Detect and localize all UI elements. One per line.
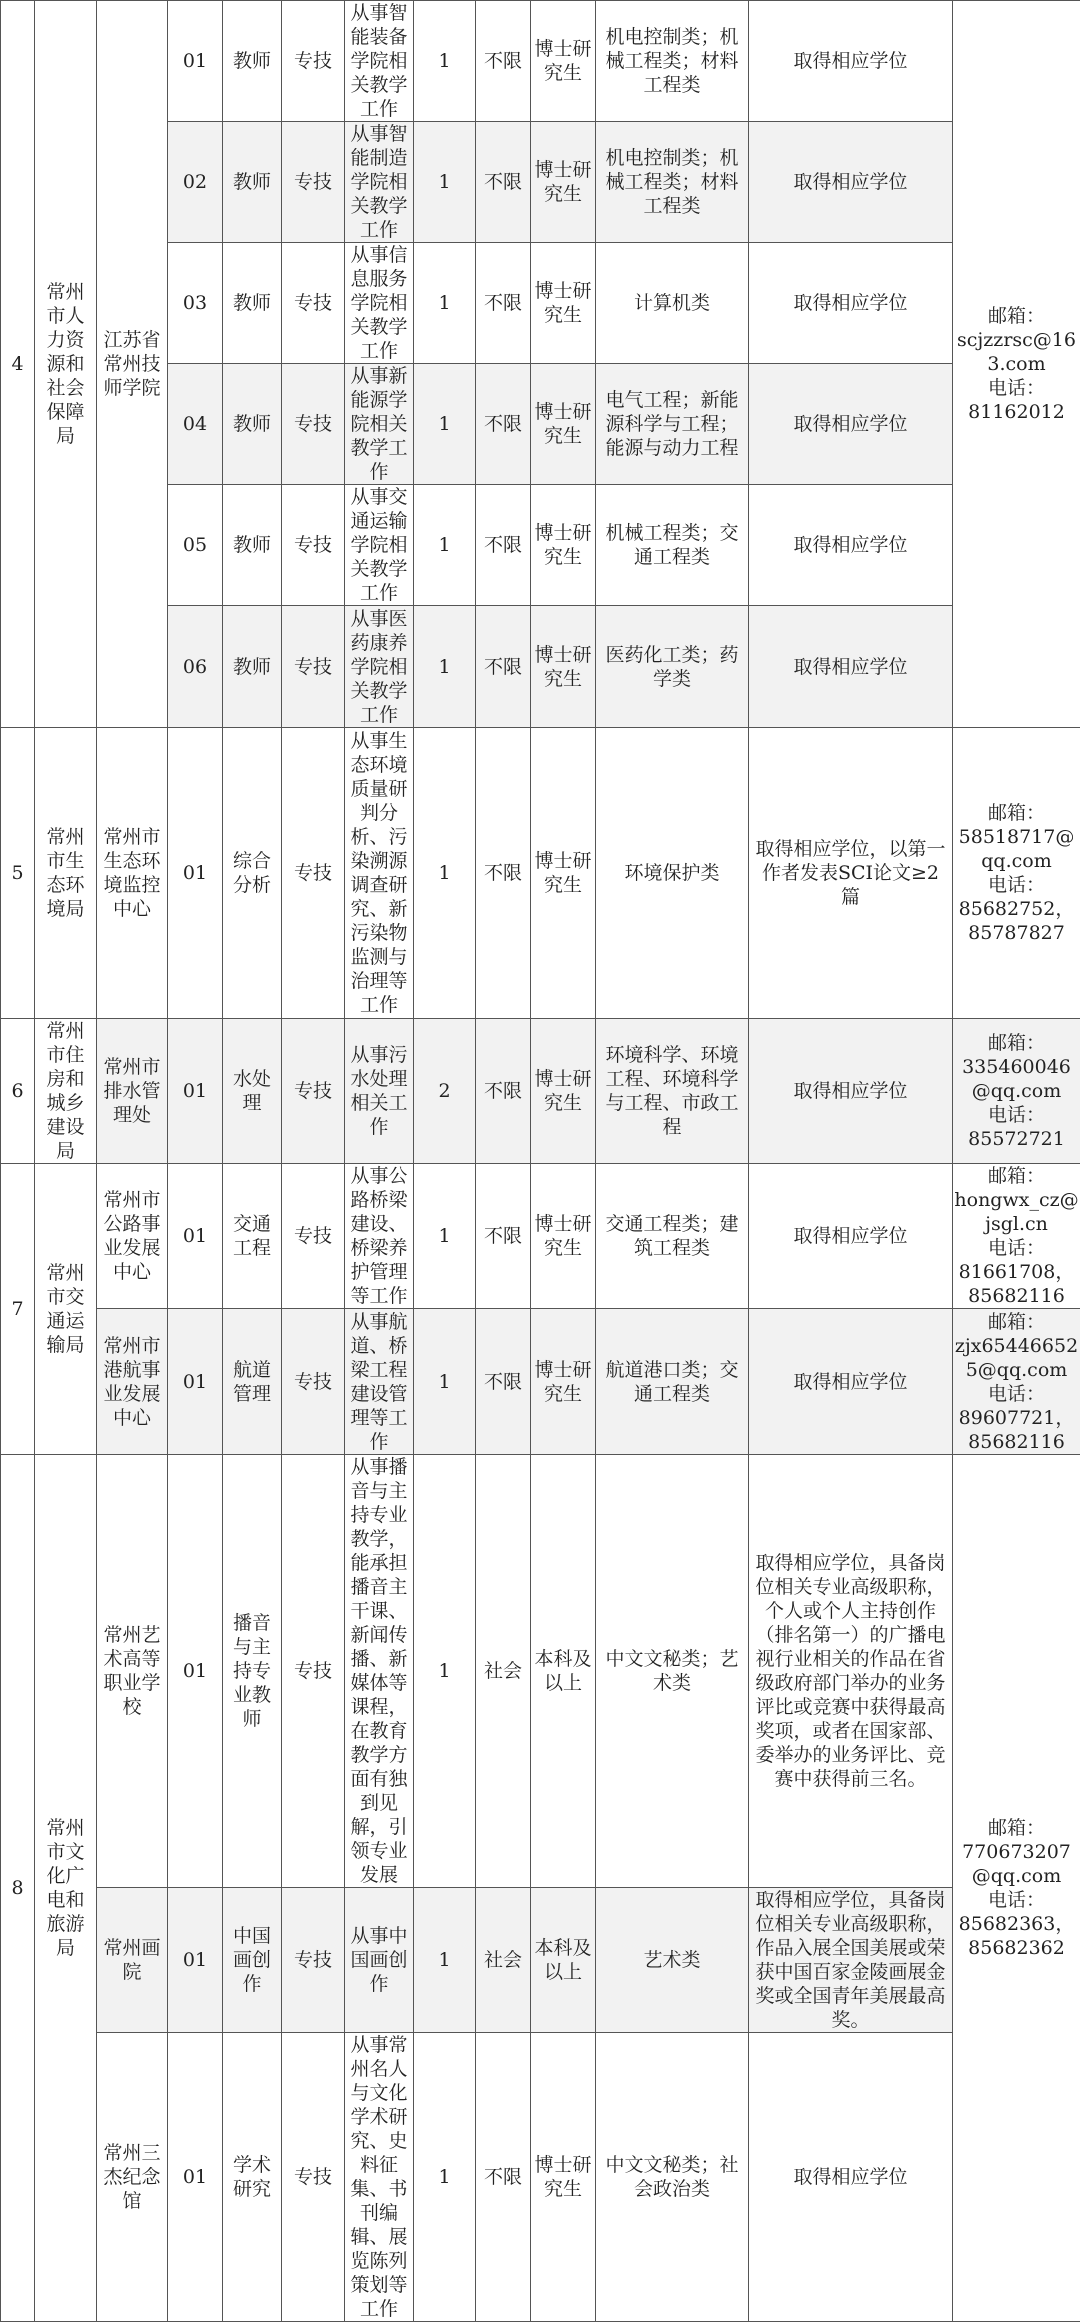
position-type: 专技 [282, 1888, 345, 2033]
position-name: 教师 [223, 606, 282, 728]
job-description: 从事智能制造学院相关教学工作 [345, 122, 414, 243]
department-name: 常州市住房和城乡建设局 [35, 1019, 97, 1164]
major-requirement: 医药化工类；药学类 [596, 606, 749, 728]
headcount: 1 [414, 606, 476, 728]
position-code: 01 [168, 728, 223, 1019]
position-type: 专技 [282, 606, 345, 728]
major-requirement: 环境科学、环境工程、环境科学与工程、市政工程 [596, 1019, 749, 1164]
job-description: 从事公路桥梁建设、桥梁养护管理等工作 [345, 1164, 414, 1309]
group-number: 4 [1, 1, 35, 728]
education-requirement: 本科及以上 [531, 1888, 596, 2033]
contact-line: 85787827 [954, 921, 1079, 945]
contact-line: 81661708， [954, 1260, 1079, 1284]
headcount: 1 [414, 1309, 476, 1455]
position-code: 01 [168, 1164, 223, 1309]
major-requirement: 机电控制类；机械工程类；材料工程类 [596, 122, 749, 243]
position-code: 06 [168, 606, 223, 728]
contact-cell [953, 1019, 1080, 1164]
contact-line: 335460046@qq.com [954, 1055, 1079, 1103]
table-row [1, 1888, 1080, 2033]
contact-line: 85682752， [954, 897, 1079, 921]
group-number: 6 [1, 1019, 35, 1164]
contact-line: 邮箱： [954, 1816, 1079, 1840]
position-type: 专技 [282, 1019, 345, 1164]
position-type: 专技 [282, 1309, 345, 1455]
major-requirement: 计算机类 [596, 243, 749, 364]
employer-unit: 常州市排水管理处 [97, 1019, 168, 1164]
table-row [1, 1164, 1080, 1309]
contact-line: 电话： [954, 1236, 1079, 1260]
position-name: 中国画创作 [223, 1888, 282, 2033]
employer-unit: 江苏省常州技师学院 [97, 1, 168, 728]
position-type: 专技 [282, 1, 345, 122]
contact-line: 邮箱： [954, 1164, 1079, 1188]
headcount: 2 [414, 1019, 476, 1164]
applicant-scope: 不限 [476, 243, 531, 364]
position-type: 专技 [282, 364, 345, 485]
job-description: 从事污水处理相关工作 [345, 1019, 414, 1164]
contact-line: 邮箱： [954, 304, 1079, 328]
education-requirement: 博士研究生 [531, 122, 596, 243]
position-code: 05 [168, 485, 223, 606]
contact-line: 邮箱： [954, 1031, 1079, 1055]
department-name: 常州市生态环境局 [35, 728, 97, 1019]
contact-cell [953, 1455, 1080, 2322]
education-requirement: 博士研究生 [531, 1164, 596, 1309]
department-name: 常州市文化广电和旅游局 [35, 1455, 97, 2322]
table-row [1, 728, 1080, 1019]
major-requirement: 中文文秘类；社会政治类 [596, 2033, 749, 2322]
position-name: 播音与主持专业教师 [223, 1455, 282, 1888]
position-code: 02 [168, 122, 223, 243]
job-description: 从事中国画创作 [345, 1888, 414, 2033]
headcount: 1 [414, 1888, 476, 2033]
other-requirements: 取得相应学位 [749, 1309, 953, 1455]
table-row [1, 1019, 1080, 1164]
contact-line: zjx654466525@qq.com [954, 1334, 1079, 1382]
other-requirements: 取得相应学位，具备岗位相关专业高级职称，个人或个人主持创作（排名第一）的广播电视行业相关的作品在省级政府部门举办的业务评比或竞赛中获得最高奖项，或者在国家部、委举办的业务评比、竞赛中获得前三名。 [749, 1455, 953, 1888]
applicant-scope: 不限 [476, 728, 531, 1019]
contact-cell [953, 1, 1080, 728]
employer-unit: 常州艺术高等职业学校 [97, 1455, 168, 1888]
job-description: 从事生态环境质量研判分析、污染溯源调查研究、新污染物监测与治理等工作 [345, 728, 414, 1019]
position-type: 专技 [282, 122, 345, 243]
education-requirement: 博士研究生 [531, 728, 596, 1019]
contact-line: 89607721， [954, 1406, 1079, 1430]
applicant-scope: 不限 [476, 364, 531, 485]
position-code: 01 [168, 1455, 223, 1888]
job-description: 从事常州名人与文化学术研究、史料征集、书刊编辑、展览陈列策划等工作 [345, 2033, 414, 2322]
education-requirement: 博士研究生 [531, 1309, 596, 1455]
education-requirement: 博士研究生 [531, 243, 596, 364]
headcount: 1 [414, 122, 476, 243]
position-name: 教师 [223, 122, 282, 243]
education-requirement: 博士研究生 [531, 1019, 596, 1164]
position-name: 航道管理 [223, 1309, 282, 1455]
major-requirement: 中文文秘类；艺术类 [596, 1455, 749, 1888]
contact-line: 85682116 [954, 1430, 1079, 1454]
headcount: 1 [414, 243, 476, 364]
other-requirements: 取得相应学位 [749, 1164, 953, 1309]
position-code: 01 [168, 1, 223, 122]
position-code: 04 [168, 364, 223, 485]
contact-line: 85682362 [954, 1936, 1079, 1960]
other-requirements: 取得相应学位 [749, 2033, 953, 2322]
department-name: 常州市人力资源和社会保障局 [35, 1, 97, 728]
position-name: 水处理 [223, 1019, 282, 1164]
contact-cell [953, 728, 1080, 1019]
applicant-scope: 不限 [476, 485, 531, 606]
headcount: 1 [414, 1, 476, 122]
education-requirement: 博士研究生 [531, 2033, 596, 2322]
applicant-scope: 不限 [476, 1019, 531, 1164]
other-requirements: 取得相应学位 [749, 1019, 953, 1164]
headcount: 1 [414, 1455, 476, 1888]
position-type: 专技 [282, 1164, 345, 1309]
headcount: 1 [414, 1164, 476, 1309]
contact-line: 电话： [954, 1888, 1079, 1912]
contact-line: 58518717@qq.com [954, 825, 1079, 873]
applicant-scope: 不限 [476, 606, 531, 728]
major-requirement: 航道港口类；交通工程类 [596, 1309, 749, 1455]
other-requirements: 取得相应学位 [749, 122, 953, 243]
applicant-scope: 社会 [476, 1455, 531, 1888]
employer-unit: 常州市港航事业发展中心 [97, 1309, 168, 1455]
contact-line: 770673207@qq.com [954, 1840, 1079, 1888]
position-name: 教师 [223, 1, 282, 122]
contact-cell [953, 1164, 1080, 1309]
education-requirement: 博士研究生 [531, 364, 596, 485]
position-type: 专技 [282, 1455, 345, 1888]
position-type: 专技 [282, 485, 345, 606]
job-description: 从事交通运输学院相关教学工作 [345, 485, 414, 606]
education-requirement: 博士研究生 [531, 606, 596, 728]
contact-line: 85682363， [954, 1912, 1079, 1936]
position-code: 01 [168, 1888, 223, 2033]
position-code: 01 [168, 1019, 223, 1164]
headcount: 1 [414, 2033, 476, 2322]
headcount: 1 [414, 728, 476, 1019]
contact-line: 电话： [954, 1103, 1079, 1127]
major-requirement: 机电控制类；机械工程类；材料工程类 [596, 1, 749, 122]
position-name: 教师 [223, 485, 282, 606]
contact-line: scjzzrsc@163.com [954, 328, 1079, 376]
applicant-scope: 不限 [476, 1164, 531, 1309]
job-description: 从事信息服务学院相关教学工作 [345, 243, 414, 364]
major-requirement: 交通工程类；建筑工程类 [596, 1164, 749, 1309]
position-code: 01 [168, 1309, 223, 1455]
employer-unit: 常州画院 [97, 1888, 168, 2033]
other-requirements: 取得相应学位 [749, 243, 953, 364]
major-requirement: 环境保护类 [596, 728, 749, 1019]
group-number: 5 [1, 728, 35, 1019]
contact-line: 81162012 [954, 400, 1079, 424]
applicant-scope: 不限 [476, 2033, 531, 2322]
education-requirement: 本科及以上 [531, 1455, 596, 1888]
other-requirements: 取得相应学位 [749, 606, 953, 728]
position-name: 交通工程 [223, 1164, 282, 1309]
major-requirement: 电气工程；新能源科学与工程；能源与动力工程 [596, 364, 749, 485]
position-code: 03 [168, 243, 223, 364]
position-code: 01 [168, 2033, 223, 2322]
other-requirements: 取得相应学位 [749, 364, 953, 485]
employer-unit: 常州市生态环境监控中心 [97, 728, 168, 1019]
headcount: 1 [414, 485, 476, 606]
contact-cell [953, 1309, 1080, 1455]
contact-line: 电话： [954, 1382, 1079, 1406]
headcount: 1 [414, 364, 476, 485]
position-name: 学术研究 [223, 2033, 282, 2322]
contact-line: 电话： [954, 376, 1079, 400]
contact-line: hongwx_cz@jsgl.cn [954, 1188, 1079, 1236]
applicant-scope: 不限 [476, 1, 531, 122]
other-requirements: 取得相应学位 [749, 1, 953, 122]
job-description: 从事新能源学院相关教学工作 [345, 364, 414, 485]
job-description: 从事播音与主持专业教学，能承担播音主干课、新闻传播、新媒体等课程，在教育教学方面有独到见解，引领专业发展 [345, 1455, 414, 1888]
major-requirement: 艺术类 [596, 1888, 749, 2033]
contact-line: 邮箱： [954, 1310, 1079, 1334]
employer-unit: 常州三杰纪念馆 [97, 2033, 168, 2322]
position-type: 专技 [282, 243, 345, 364]
table-row [1, 2033, 1080, 2322]
job-description: 从事智能装备学院相关教学工作 [345, 1, 414, 122]
job-description: 从事航道、桥梁工程建设管理等工作 [345, 1309, 414, 1455]
applicant-scope: 不限 [476, 122, 531, 243]
table-row [1, 1309, 1080, 1455]
table-row [1, 1455, 1080, 1888]
applicant-scope: 不限 [476, 1309, 531, 1455]
group-number: 7 [1, 1164, 35, 1455]
job-description: 从事医药康养学院相关教学工作 [345, 606, 414, 728]
major-requirement: 机械工程类；交通工程类 [596, 485, 749, 606]
contact-line: 电话： [954, 873, 1079, 897]
position-name: 教师 [223, 364, 282, 485]
table-row [1, 1, 1080, 122]
contact-line: 85682116 [954, 1284, 1079, 1308]
applicant-scope: 社会 [476, 1888, 531, 2033]
other-requirements: 取得相应学位，具备岗位相关专业高级职称，作品入展全国美展或荣获中国百家金陵画展金奖或全国青年美展最高奖。 [749, 1888, 953, 2033]
other-requirements: 取得相应学位，以第一作者发表SCI论文≥2篇 [749, 728, 953, 1019]
education-requirement: 博士研究生 [531, 1, 596, 122]
position-name: 教师 [223, 243, 282, 364]
contact-line: 邮箱： [954, 801, 1079, 825]
employer-unit: 常州市公路事业发展中心 [97, 1164, 168, 1309]
position-type: 专技 [282, 728, 345, 1019]
position-type: 专技 [282, 2033, 345, 2322]
other-requirements: 取得相应学位 [749, 485, 953, 606]
group-number: 8 [1, 1455, 35, 2322]
education-requirement: 博士研究生 [531, 485, 596, 606]
department-name: 常州市交通运输局 [35, 1164, 97, 1455]
position-name: 综合分析 [223, 728, 282, 1019]
contact-line: 85572721 [954, 1127, 1079, 1151]
